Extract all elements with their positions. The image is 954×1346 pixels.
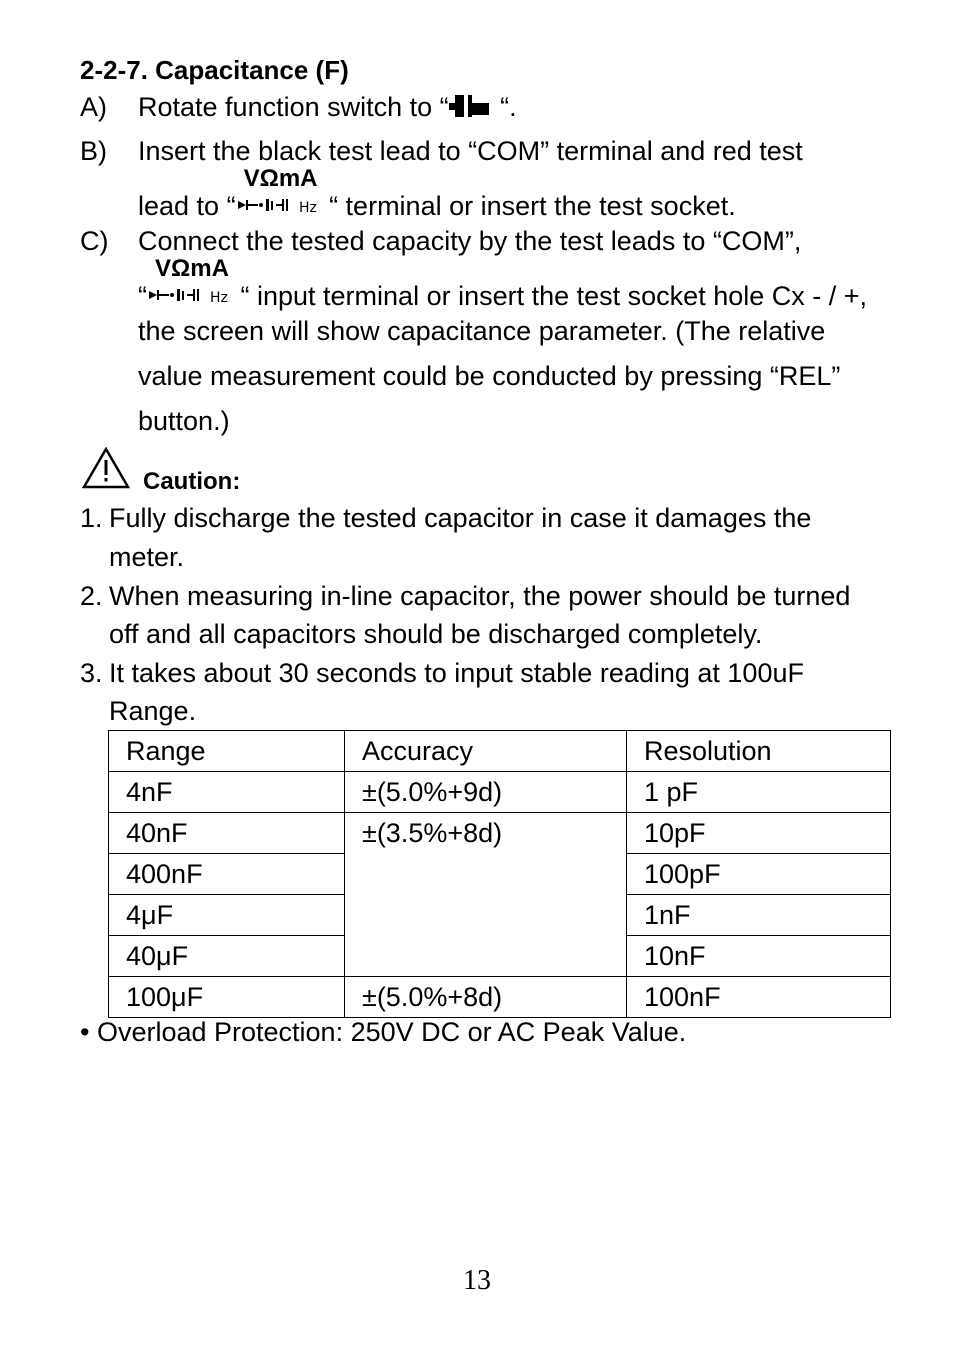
step-c-line5: button.)	[138, 406, 230, 436]
step-c-line4: value measurement could be conducted by pressing “REL”	[138, 361, 841, 391]
step-b-label: B)	[80, 136, 107, 166]
range-cell: 40μF	[109, 936, 345, 977]
step-a-text	[138, 92, 517, 125]
capacitor-icon	[449, 93, 493, 125]
range-cell: 4nF	[109, 772, 345, 813]
caution-item-2-line1: When measuring in-line capacitor, the power should be turned	[109, 581, 851, 611]
accuracy-cell: ±(3.5%+8d)	[345, 813, 627, 977]
range-cell: 400nF	[109, 854, 345, 895]
step-a-pre: Rotate function switch to “	[138, 92, 449, 122]
terminal-symbol-top: VΩmA	[155, 255, 229, 282]
range-cell: 40nF	[109, 813, 345, 854]
table-row	[109, 772, 891, 813]
step-b-line2-pre: lead to “	[138, 191, 236, 221]
step-b-line1: Insert the black test lead to “COM” terminal and red test	[138, 136, 803, 166]
resolution-cell: 1 pF	[627, 772, 891, 813]
terminal-hz-text: Hz	[210, 290, 228, 305]
resolution-cell: 100nF	[627, 977, 891, 1018]
step-a-label: A)	[80, 92, 107, 122]
resolution-cell: 1nF	[627, 895, 891, 936]
table-header-range: Range	[109, 731, 345, 772]
terminal-symbol-icon	[236, 165, 322, 221]
step-a-post: “.	[492, 92, 517, 122]
resolution-cell: 10nF	[627, 936, 891, 977]
resolution-cell: 10pF	[627, 813, 891, 854]
step-b-line2	[138, 165, 736, 221]
caution-item-3-line1: It takes about 30 seconds to input stable reading at 100uF	[109, 658, 804, 688]
caution-label: Caution:	[143, 468, 241, 495]
accuracy-cell: ±(5.0%+9d)	[345, 772, 627, 813]
capacitance-spec-table	[108, 730, 891, 1018]
caution-item-1-line1: Fully discharge the tested capacitor in case it damages the	[109, 503, 812, 533]
terminal-symbol-top: VΩmA	[243, 165, 318, 192]
step-c-line3: the screen will show capacitance parameter. (The relative	[138, 316, 826, 346]
table-header-row	[109, 731, 891, 772]
caution-item-2-line2: off and all capacitors should be discharged completely.	[109, 619, 763, 649]
range-cell: 4μF	[109, 895, 345, 936]
step-c-line2	[138, 255, 868, 311]
caution-item-2-num: 2.	[80, 581, 103, 611]
overload-protection-note: • Overload Protection: 250V DC or AC Peak Value.	[80, 1017, 687, 1047]
table-header-accuracy: Accuracy	[345, 731, 627, 772]
accuracy-cell: ±(5.0%+8d)	[345, 977, 627, 1018]
terminal-symbol-icon	[147, 255, 233, 311]
terminal-hz-text: Hz	[298, 200, 317, 215]
caution-item-3-num: 3.	[80, 658, 103, 688]
caution-item-1-num: 1.	[80, 503, 103, 533]
step-c-line2-post: “ input terminal or insert the test socket hole Cx - / +,	[233, 281, 868, 311]
section-title: 2-2-7. Capacitance (F)	[80, 55, 349, 85]
step-c-label: C)	[80, 226, 109, 256]
table-header-resolution: Resolution	[627, 731, 891, 772]
table-row	[109, 977, 891, 1018]
step-b-line2-post: “ terminal or insert the test socket.	[321, 191, 736, 221]
warning-triangle-icon	[82, 447, 130, 494]
page-number: 13	[463, 1265, 491, 1296]
caution-item-3-line2: Range.	[109, 696, 197, 726]
step-c-line2-pre: “	[138, 281, 147, 311]
caution-item-1-line2: meter.	[109, 542, 185, 572]
range-cell: 100μF	[109, 977, 345, 1018]
table-row	[109, 813, 891, 854]
step-c-line1: Connect the tested capacity by the test leads to “COM”,	[138, 226, 802, 256]
resolution-cell: 100pF	[627, 854, 891, 895]
